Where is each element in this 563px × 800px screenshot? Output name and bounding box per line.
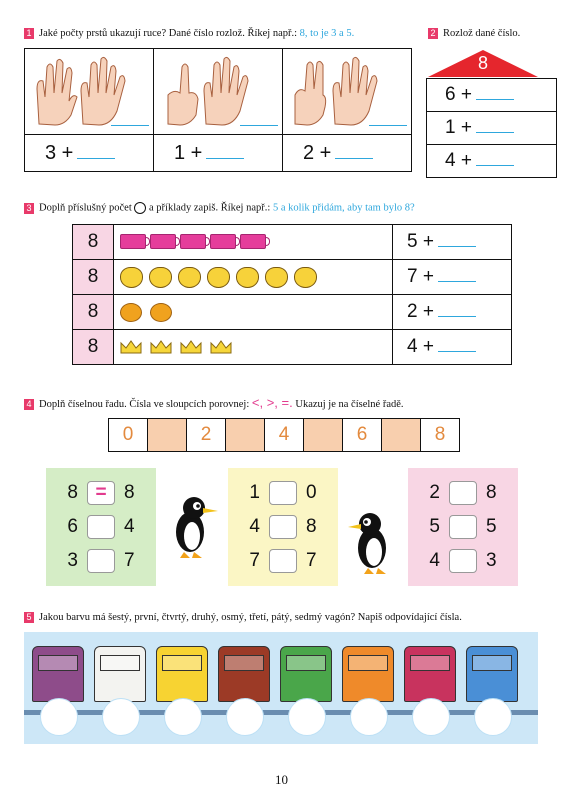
- task-number: 2: [428, 28, 438, 39]
- cup-icon: [210, 234, 236, 249]
- equation-text: 7 +: [407, 266, 434, 287]
- task3-text-b: a příklady zapiš. Říkej např.:: [149, 202, 271, 214]
- task-number: 5: [24, 612, 34, 623]
- hands-cell-1: [25, 49, 154, 135]
- equation-cell: [393, 260, 512, 295]
- number-line-cell: 4: [265, 419, 304, 451]
- number-line-blank[interactable]: [382, 419, 421, 451]
- task3-example: 5 a kolik přidám, aby tam bylo 8?: [272, 202, 415, 214]
- task3-table: [72, 224, 512, 365]
- compare-row: [46, 510, 156, 544]
- compare-row: [408, 544, 518, 578]
- pictures-cell[interactable]: [114, 295, 393, 330]
- wagon: [94, 646, 146, 702]
- answer-circle[interactable]: [412, 698, 450, 736]
- right-number: 8: [306, 516, 317, 537]
- wagon-window: [286, 655, 326, 671]
- total-cell: 8: [73, 260, 114, 295]
- roof-number: 8: [477, 53, 488, 73]
- decomposition-row: [427, 145, 557, 178]
- equation-text: 2 +: [303, 141, 332, 164]
- compare-box[interactable]: [87, 549, 115, 573]
- equation-cell: [283, 135, 412, 172]
- crown-icon: [180, 340, 202, 354]
- answer-blank[interactable]: [476, 118, 514, 133]
- answer-blank[interactable]: [476, 85, 514, 100]
- left-number: 6: [67, 516, 78, 537]
- hands-cell-3: [283, 49, 412, 135]
- row-text: 6 +: [445, 84, 472, 105]
- right-number: 3: [486, 550, 497, 571]
- cat-icon: [294, 267, 317, 288]
- pictures-cell[interactable]: [114, 330, 393, 365]
- compare-row: [228, 510, 338, 544]
- compare-group-green: [46, 468, 156, 586]
- circle-icon: [134, 202, 146, 214]
- left-number: 4: [249, 516, 260, 537]
- equation-text: 1 +: [174, 141, 203, 164]
- orange-icon: [120, 303, 142, 322]
- task5-text: Jakou barvu má šestý, první, čtvrtý, druhý, osmý, třetí, pátý, sedmý vagón? Napiš odpovídající čísla.: [39, 612, 462, 623]
- compare-row: [408, 510, 518, 544]
- answer-blank[interactable]: [369, 111, 407, 126]
- wagon: [404, 646, 456, 702]
- compare-row: [46, 544, 156, 578]
- right-number: 8: [124, 482, 135, 503]
- equation-text: 5 +: [407, 231, 434, 252]
- task3-text-a: Doplň příslušný počet: [39, 202, 132, 214]
- task3-instruction: [24, 202, 415, 214]
- cup-icon: [120, 234, 146, 249]
- crown-icon: [150, 340, 172, 354]
- crown-icon: [210, 340, 232, 354]
- equation-cell: [393, 330, 512, 365]
- cup-icon: [240, 234, 266, 249]
- crown-icon: [120, 340, 142, 354]
- task2-table: [426, 78, 557, 178]
- compare-box[interactable]: [269, 481, 297, 505]
- answer-circle[interactable]: [226, 698, 264, 736]
- wagon: [156, 646, 208, 702]
- number-line-cell: 6: [343, 419, 382, 451]
- number-line-blank[interactable]: [304, 419, 343, 451]
- task1-text: Jaké počty prstů ukazují ruce? Dané číslo rozlož. Říkej např.:: [39, 28, 298, 39]
- equation-cell: [154, 135, 283, 172]
- answer-blank[interactable]: [438, 302, 476, 317]
- left-number: 8: [67, 482, 78, 503]
- equation-text: 3 +: [45, 141, 74, 164]
- compare-box[interactable]: [87, 515, 115, 539]
- answer-blank[interactable]: [240, 111, 278, 126]
- task2-text: Rozlož dané číslo.: [443, 28, 521, 39]
- compare-box[interactable]: [269, 549, 297, 573]
- answer-blank[interactable]: [476, 151, 514, 166]
- answer-blank[interactable]: [335, 144, 373, 159]
- wagon: [32, 646, 84, 702]
- answer-blank[interactable]: [438, 267, 476, 282]
- compare-row: [408, 476, 518, 510]
- comparison-symbols: <, >, =.: [251, 395, 293, 410]
- task5-instruction: [24, 612, 462, 623]
- equation-cell: [393, 295, 512, 330]
- cat-icon: [265, 267, 288, 288]
- answer-circle[interactable]: [474, 698, 512, 736]
- answer-circle[interactable]: [350, 698, 388, 736]
- answer-blank[interactable]: [77, 144, 115, 159]
- wagon-window: [38, 655, 78, 671]
- right-number: 8: [486, 482, 497, 503]
- task1-example: 8, to je 3 a 5.: [299, 28, 355, 39]
- right-number: 0: [306, 482, 317, 503]
- answer-blank[interactable]: [438, 337, 476, 352]
- task1-table: [24, 48, 412, 172]
- compare-box[interactable]: [269, 515, 297, 539]
- task-number: 3: [24, 203, 34, 214]
- cat-icon: [178, 267, 201, 288]
- number-line-cell: 0: [109, 419, 148, 451]
- number-line: [108, 418, 460, 452]
- penguin-icon: [348, 512, 398, 576]
- right-number: 7: [124, 550, 135, 571]
- task4-instruction: [24, 395, 404, 410]
- answer-blank[interactable]: [111, 111, 149, 126]
- cat-icon: [149, 267, 172, 288]
- left-number: 2: [429, 482, 440, 503]
- task-number: 1: [24, 28, 34, 39]
- answer-circle[interactable]: [164, 698, 202, 736]
- compare-box[interactable]: [449, 481, 477, 505]
- number-line-cell: 8: [434, 424, 446, 445]
- left-number: 1: [249, 482, 260, 503]
- compare-row: [46, 476, 156, 510]
- row-text: 4 +: [445, 150, 472, 171]
- equation-cell: [25, 135, 154, 172]
- compare-box[interactable]: [449, 549, 477, 573]
- left-number: 4: [429, 550, 440, 571]
- answer-circle[interactable]: [102, 698, 140, 736]
- right-number: 4: [124, 516, 135, 537]
- wagon-window: [100, 655, 140, 671]
- compare-row: [228, 476, 338, 510]
- task2-instruction: [428, 28, 520, 39]
- wagon: [342, 646, 394, 702]
- left-number: 5: [429, 516, 440, 537]
- hands-cell-2: [154, 49, 283, 135]
- number-line-cell: 2: [187, 419, 226, 451]
- train-scene: [24, 632, 538, 744]
- equation-cell: [393, 225, 512, 260]
- wagon-window: [224, 655, 264, 671]
- cat-icon: [236, 267, 259, 288]
- answer-blank[interactable]: [206, 144, 244, 159]
- cup-icon: [180, 234, 206, 249]
- orange-icon: [150, 303, 172, 322]
- wagon: [280, 646, 332, 702]
- left-number: 3: [67, 550, 78, 571]
- compare-box[interactable]: =: [87, 481, 115, 505]
- wagon-window: [162, 655, 202, 671]
- number-line-blank[interactable]: [148, 419, 187, 451]
- total-cell: 8: [73, 225, 114, 260]
- compare-group-yellow: [228, 468, 338, 586]
- compare-box[interactable]: [449, 515, 477, 539]
- equation-text: 4 +: [407, 336, 434, 357]
- wagon-window: [410, 655, 450, 671]
- answer-circle[interactable]: [40, 698, 78, 736]
- row-text: 1 +: [445, 117, 472, 138]
- decomposition-row: [427, 112, 557, 145]
- pictures-cell[interactable]: [114, 260, 393, 295]
- equation-text: 2 +: [407, 301, 434, 322]
- right-number: 7: [306, 550, 317, 571]
- page-number: 10: [275, 772, 288, 787]
- decomposition-row: [427, 79, 557, 112]
- answer-circle[interactable]: [288, 698, 326, 736]
- task4-text-a: Doplň číselnou řadu. Čísla ve sloupcích porovnej:: [39, 399, 250, 410]
- cat-icon: [207, 267, 230, 288]
- compare-row: [228, 544, 338, 578]
- penguin-icon: [170, 496, 220, 560]
- cup-icon: [150, 234, 176, 249]
- wagon: [218, 646, 270, 702]
- wagon: [466, 646, 518, 702]
- cat-icon: [120, 267, 143, 288]
- total-cell: 8: [73, 330, 114, 365]
- answer-blank[interactable]: [438, 232, 476, 247]
- task4-text-b: Ukazuj je na číselné řadě.: [295, 399, 404, 410]
- left-number: 7: [249, 550, 260, 571]
- task1-instruction: [24, 28, 354, 39]
- number-line-blank[interactable]: [226, 419, 265, 451]
- task-number: 4: [24, 399, 34, 410]
- right-number: 5: [486, 516, 497, 537]
- total-cell: 8: [73, 295, 114, 330]
- wagon-window: [348, 655, 388, 671]
- pictures-cell[interactable]: [114, 225, 393, 260]
- compare-group-pink: [408, 468, 518, 586]
- wagon-window: [472, 655, 512, 671]
